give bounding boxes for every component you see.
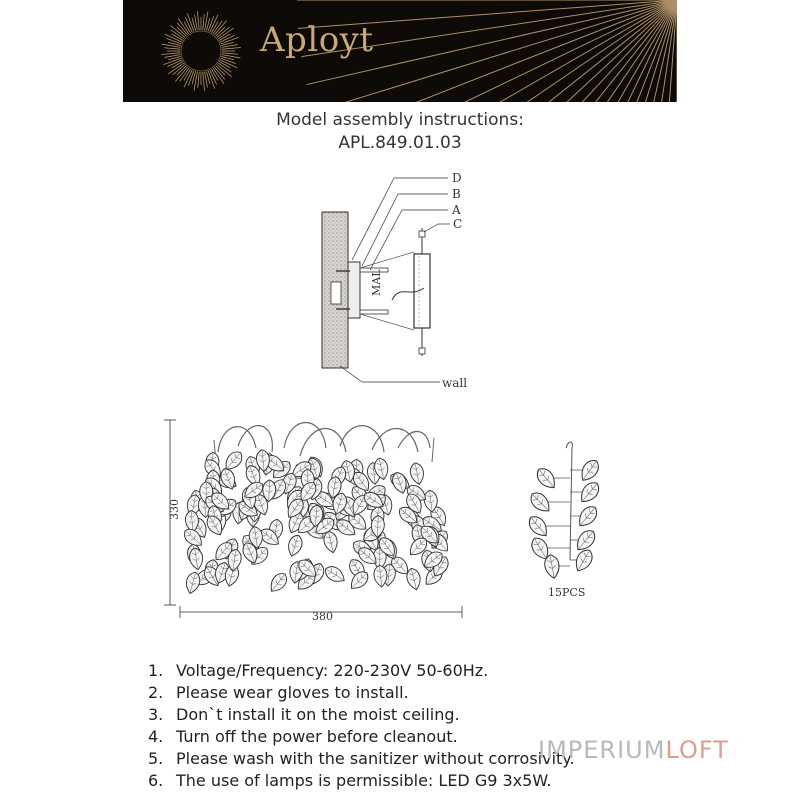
svg-text:MAL: MAL — [370, 269, 383, 296]
lamp-front-view — [164, 420, 462, 623]
brand-banner — [123, 0, 677, 102]
list-item: 4. Turn off the power before cleanout. — [148, 727, 458, 746]
list-item: 1. Voltage/Frequency: 220-230V 50-60Hz. — [148, 661, 489, 680]
callout-d: D — [452, 171, 462, 185]
callout-a: A — [452, 203, 461, 217]
technical-drawing — [0, 160, 800, 640]
watermark: IMPERIUMLOFT — [538, 736, 729, 764]
model-number: APL.849.01.03 — [338, 133, 462, 153]
list-item: 2. Please wear gloves to install. — [148, 683, 409, 702]
list-item: 3. Don`t install it on the moist ceiling. — [148, 705, 460, 724]
sun-rays-decoration — [123, 0, 677, 102]
wall-label: wall — [442, 376, 468, 390]
callout-b: B — [452, 187, 461, 201]
list-item: 5. Please wash with the sanitizer without corrosivity. — [148, 749, 575, 768]
part-count: 15PCS — [548, 586, 586, 599]
leaf-branch-detail — [525, 442, 602, 599]
height-dimension: 330 — [168, 499, 181, 520]
width-dimension: 380 — [312, 610, 333, 623]
wall-mount-diagram — [322, 171, 467, 390]
brand-logo: Aployt — [260, 20, 374, 60]
page-title: Model assembly instructions: — [276, 110, 524, 130]
callout-c: C — [453, 217, 463, 231]
list-item: 6. The use of lamps is permissible: LED G9 3x5W. — [148, 771, 552, 790]
instructions-list — [148, 660, 575, 792]
leaf-cluster — [181, 448, 452, 595]
